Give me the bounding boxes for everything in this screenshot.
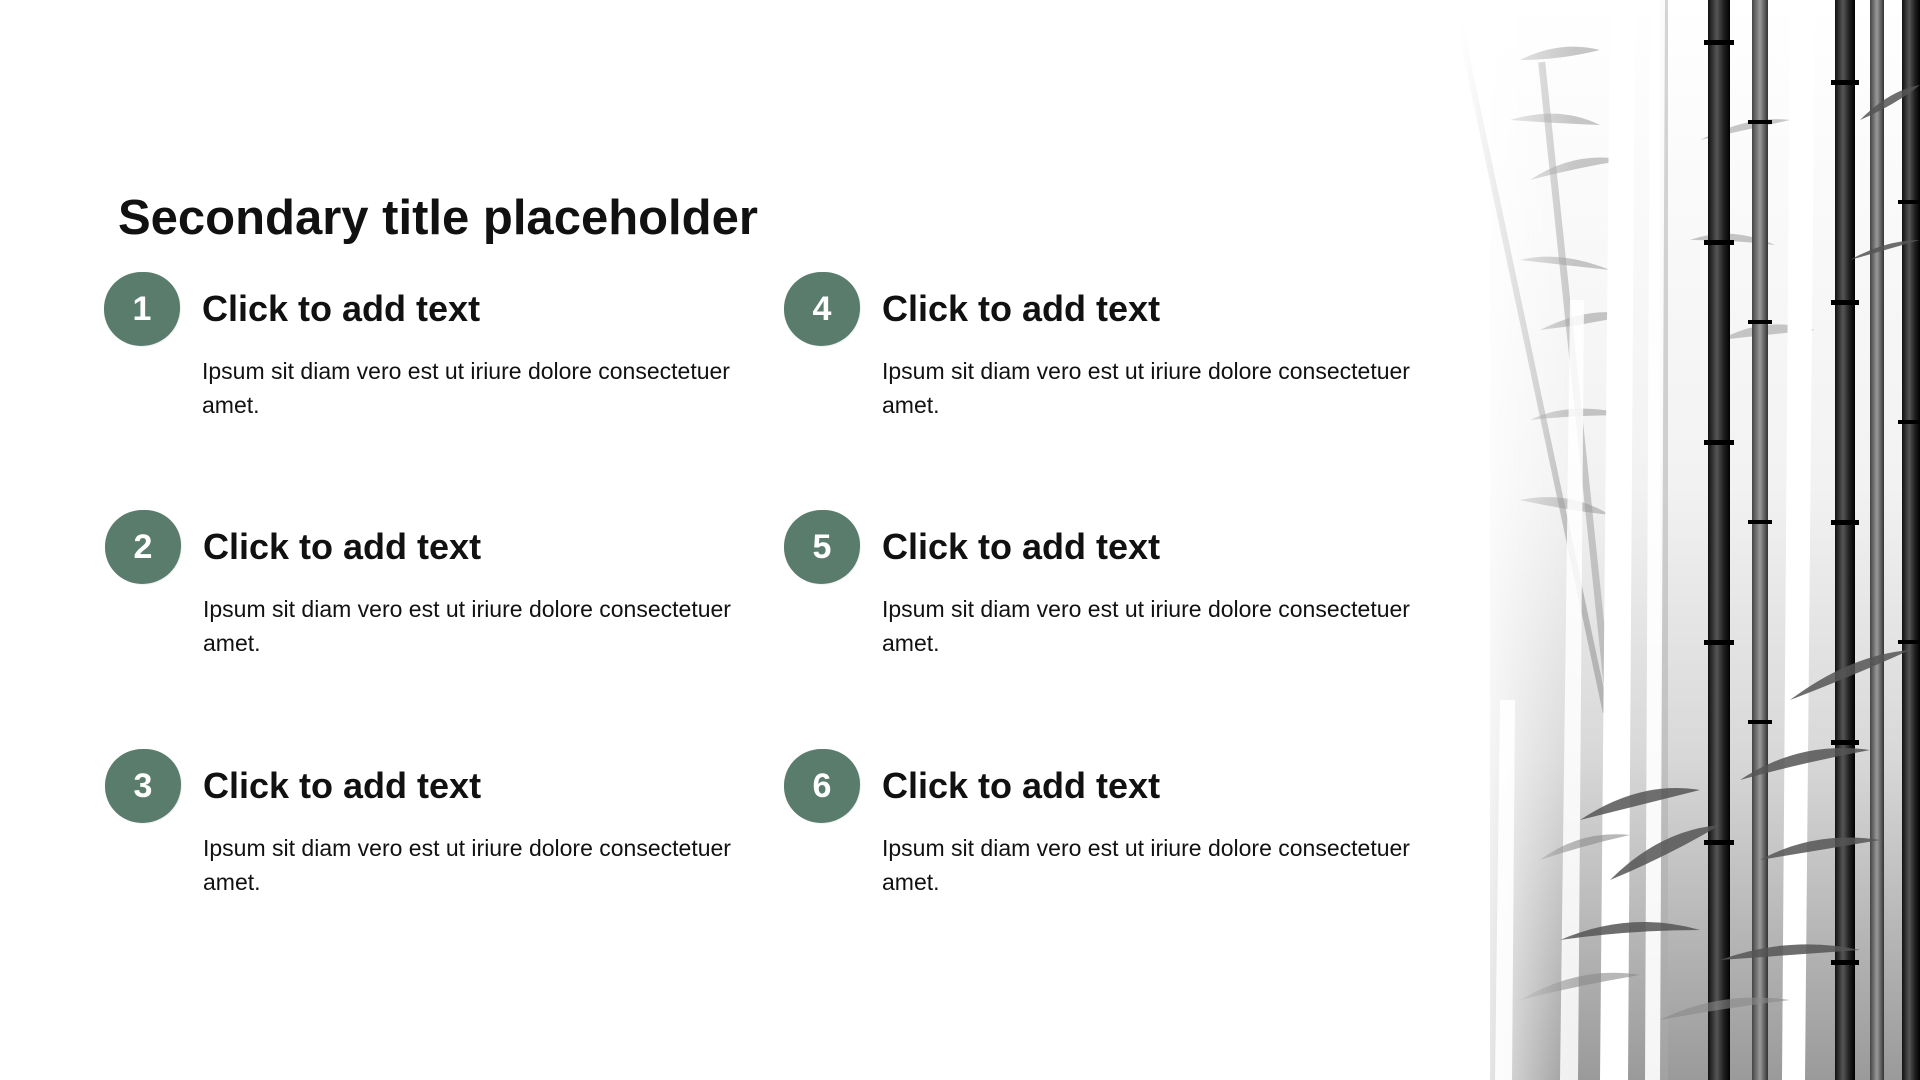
item-heading[interactable]: Click to add text [882,526,1161,567]
item-body[interactable]: Ipsum sit diam vero est ut iriure dolore consectetuer amet. [203,596,731,656]
page-title[interactable]: Secondary title placeholder [118,191,758,245]
item-body[interactable]: Ipsum sit diam vero est ut iriure dolore consectetuer amet. [203,835,731,895]
item-body[interactable]: Ipsum sit diam vero est ut iriure dolore consectetuer amet. [202,358,730,418]
list-item [784,272,1410,432]
item-body[interactable]: Ipsum sit diam vero est ut iriure dolore consectetuer amet. [882,596,1410,656]
item-heading[interactable]: Click to add text [203,765,482,806]
list-item [105,749,731,909]
item-heading[interactable]: Click to add text [203,526,482,567]
number-badge: 6 [784,749,860,823]
item-heading[interactable]: Click to add text [882,765,1161,806]
number-badge: 5 [784,510,860,584]
number-badge: 3 [105,749,181,823]
number-badge: 4 [784,272,860,346]
list-item [784,749,1410,909]
number-badge: 1 [104,272,180,346]
number-badge: 2 [105,510,181,584]
bamboo-illustration-icon [1460,0,1920,1080]
list-item [104,272,730,432]
item-heading[interactable]: Click to add text [882,288,1161,329]
list-item [784,510,1410,670]
item-body[interactable]: Ipsum sit diam vero est ut iriure dolore consectetuer amet. [882,835,1410,895]
item-heading[interactable]: Click to add text [202,288,481,329]
item-body[interactable]: Ipsum sit diam vero est ut iriure dolore consectetuer amet. [882,358,1410,418]
list-item [105,510,731,670]
